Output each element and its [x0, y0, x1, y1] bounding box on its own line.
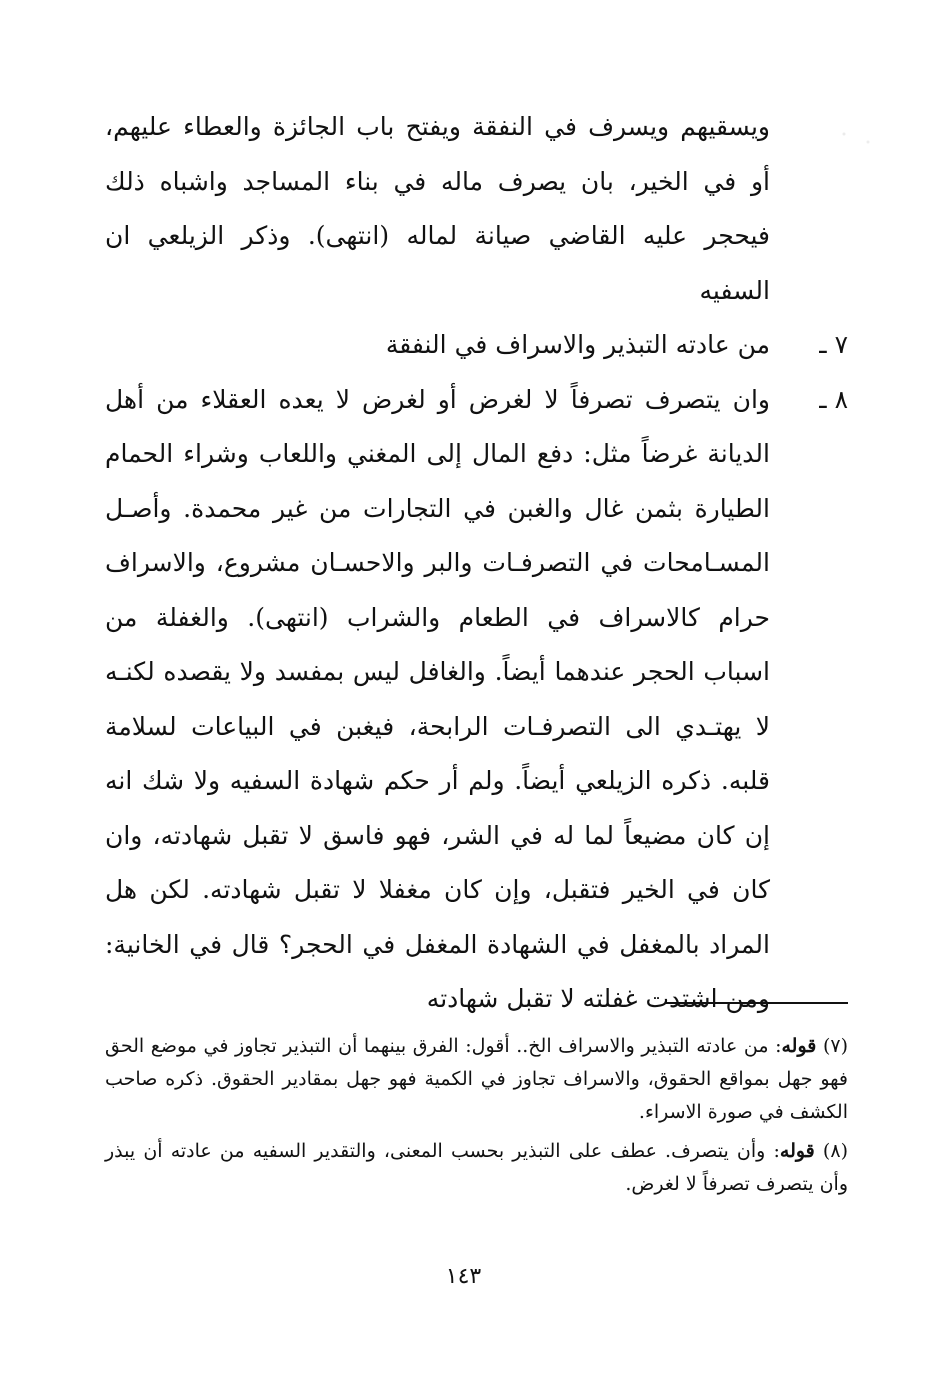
item-number-7: ٧ ـ: [819, 330, 848, 359]
footnote-text: : وأن يتصرف. عطف على التبذير بحسب المعنى، والتقدير السفيه من عادته أن يبذر وأن يتصرف تصرفاً لا لغرض.: [105, 1140, 848, 1195]
page-number: ١٤٣: [445, 1264, 482, 1289]
footnote-keyword: قوله: [781, 1035, 817, 1057]
footnotes: [105, 1030, 848, 1207]
main-text: [105, 100, 848, 1027]
continuation-paragraph: ويسقيهم ويسرف في النفقة ويفتح باب الجائزة والعطاء عليهم، أو في الخير، بان يصرف ماله في بناء المساجد واشباه ذلك فيحجر عليه القاضي صيانة لماله (انتهى). وذكر الزيلعي ان السفيه: [105, 112, 770, 305]
numbered-item-7: [105, 318, 848, 373]
item-text-8: وان يتصرف تصرفاً لا لغرض أو لغرض لا يعده العقلاء من أهل الديانة غرضاً مثل: دفع المال إلى المغني واللعاب وشراء الحمام الطيارة بثمن غال والغبن في التجارات من غير محمدة. وأصـل المسـامحات في التصرفـات والبر والاحسـان مشروع، والاسراف حرام كالاسراف في الطعام والشراب (انتهى). والغفلة من اسباب الحجر عندهما أيضاً. والغافل ليس بمفسد ولا يقصده لكنـه لا يهتـدي الى التصرفـات الرابحة، فيغبن في البياعات لسلامة قلبه. ذكره الزيلعي أيضاً. ولم أر حكم شهادة السفيه ولا شك انه إن كان مضيعاً لما له في الشر، فهو فاسق لا تقبل شهادته، وان كان في الخير فتقبل، وإن كان مغفلا لا تقبل شهادته. لكن هل المراد بالمغفل في الشهادة المغفل في الحجر؟ قال في الخانية: ومن اشتدت غفلته لا تقبل شهادته: [105, 384, 770, 1013]
footnote-8: [105, 1135, 848, 1201]
footnote-ref: (٨): [822, 1140, 848, 1162]
item-number-8: ٨ ـ: [819, 384, 848, 414]
footnote-keyword: قوله: [779, 1140, 815, 1162]
footnote-ref: (٧): [822, 1035, 848, 1057]
scan-speckle: [826, 118, 886, 158]
item-text-7: من عادته التبذير والاسراف في النفقة: [385, 330, 770, 359]
footnote-7: [105, 1030, 848, 1129]
numbered-item-8: [105, 373, 848, 1027]
footnote-separator: [666, 1002, 848, 1004]
footnote-text: : من عادته التبذير والاسراف الخ.. أقول: الفرق بينهما أن التبذير تجاوز في موضع الحق فهو جهل بمواقع الحقوق، والاسراف تجاوز في الكمية فهو جهل بمقادير الحقوق. ذكره صاحب الكشف في صورة الاسراء.: [105, 1035, 848, 1123]
